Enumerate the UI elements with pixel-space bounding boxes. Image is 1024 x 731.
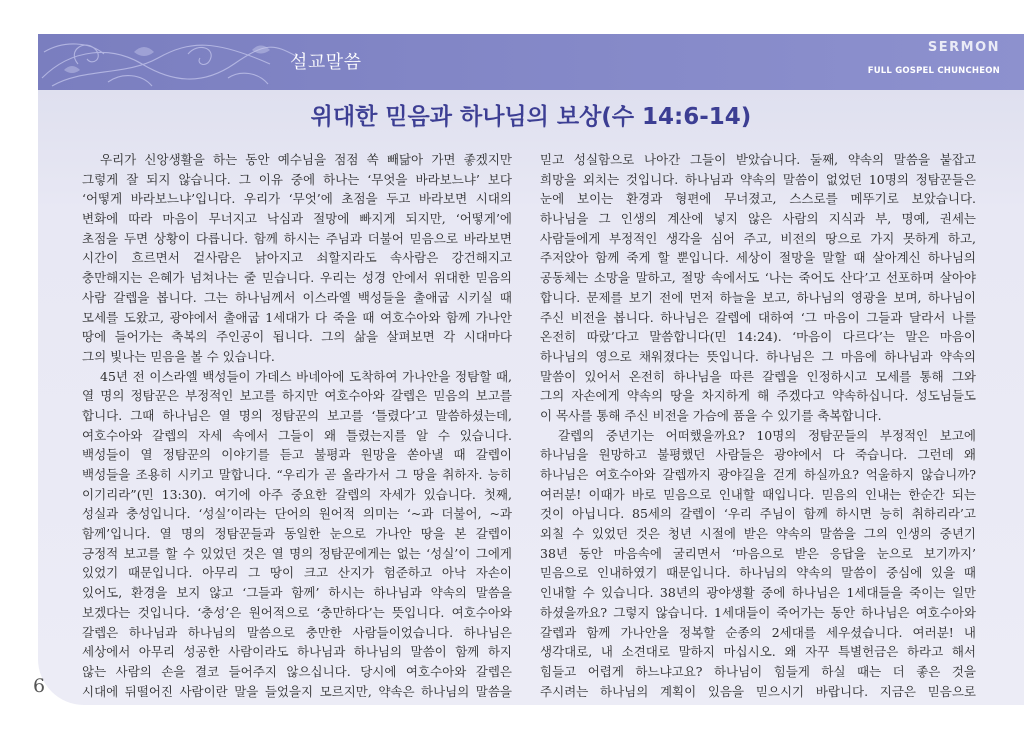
text-line: 함께’입니다. 열 명의 정탐꾼들과 동일한 눈으로 가나안 땅을 본 갈렙이 xyxy=(82,526,512,542)
text-line: 그렇게 잘 되지 않습니다. 그 이유 중에 하나는 ‘무엇을 바라보느냐’ 보다 xyxy=(82,171,512,187)
text-line: 땅에 들어가는 축복의 주인공이 됩니다. 그의 삶을 살펴보면 각 시대마다 xyxy=(82,329,512,345)
text-line: 이 목사를 통해 주신 비전을 가슴에 품을 수 있기를 축복합니다. xyxy=(540,407,882,423)
text-line: 눈에 보이는 환경과 형편에 무너졌고, 스스로를 메뚜기로 보았습니다. xyxy=(540,191,976,207)
text-line: 여러분! 이때가 바로 믿음으로 인내할 때입니다. 믿음의 인내는 한순간 되는 xyxy=(540,486,976,502)
text-line: 사람들에게 부정적인 생각을 심어 주고, 비전의 땅으로 가지 못하게 하고, xyxy=(540,230,976,246)
text-column-left xyxy=(82,150,512,701)
text-line: 모세를 도왔고, 광야에서 출애굽 1세대가 다 죽을 때 여호수아와 함께 가나안 xyxy=(82,309,512,325)
text-line: 그의 자손에게 약속의 땅을 차지하게 해 주겠다고 약속하십니다. 성도님들도 xyxy=(540,388,976,404)
text-line: 세상에서 아무리 성공한 사람이라도 하나님과 하나님의 말씀이 함께 하지 xyxy=(82,644,512,660)
text-line: 사람 갈렙을 봅니다. 그는 하나님께서 이스라엘 백성들을 출애굽 시키실 때 xyxy=(82,289,512,305)
text-line: 합니다. 문제를 보기 전에 먼저 하늘을 보고, 하나님의 영광을 보며, 하나님이 xyxy=(540,289,976,305)
page-number: 6 xyxy=(33,675,46,697)
text-line: 주저앉아 함께 죽게 할 뿐입니다. 세상이 절망을 말할 때 살아계신 하나님의 xyxy=(540,250,976,266)
text-line: 주신 비전을 봅니다. 하나님은 갈렙에 대하여 ‘그 마음이 그들과 달라서 나를 xyxy=(540,309,976,325)
flourish-ornament xyxy=(38,34,298,90)
text-line: 힘들고 어렵게 하느냐고요? 하나님이 힘들게 하실 때는 더 좋은 것을 xyxy=(540,663,976,679)
text-line: 이기리라”(민 13:30). 여기에 아주 중요한 갈렙의 자세가 있습니다. 첫째, xyxy=(82,486,512,502)
text-line: 갈렙은 하나님과 하나님의 말씀으로 충만한 사람들이었습니다. 하나님은 xyxy=(82,624,512,640)
text-line: 말씀이 있어서 온전히 하나님을 따른 갈렙을 인정하시고 모세를 통해 그와 xyxy=(540,368,976,384)
text-line: 믿음으로 인내하였기 때문입니다. 하나님의 약속의 말씀이 중심에 있을 때 xyxy=(540,565,976,581)
brand-subtitle: FULL GOSPEL CHUNCHEON xyxy=(867,66,1000,76)
text-line: 있었기 때문입니다. 아무리 그 땅이 크고 산지가 험준하고 아낙 자손이 xyxy=(82,565,512,581)
text-line: 충만해지는 은혜가 넘쳐나는 줄 믿습니다. 우리는 성경 안에서 위대한 믿음의 xyxy=(82,270,512,286)
text-line: 변화에 따라 마음이 무너지고 낙심과 절망에 빠지게 되지만, ‘어떻게’에 xyxy=(82,211,512,227)
text-line: 생각대로, 내 소견대로 말하지 마십시오. 왜 자꾸 특별헌금은 하라고 해서 xyxy=(540,644,976,660)
text-line: 주시려는 하나님의 계획이 있음을 믿으시기 바랍니다. 지금은 믿음으로 xyxy=(540,683,976,699)
text-line: 하나님은 여호수아와 갈렙까지 광야길을 걷게 하실까요? 억울하지 않습니까? xyxy=(540,467,976,482)
text-line: 긍정적 보고를 할 수 있었던 것은 열 명의 정탐꾼에게는 없는 ‘성실’이 그에게 xyxy=(82,545,512,561)
article-title: 위대한 믿음과 하나님의 보상(수 14:6-14) xyxy=(310,104,752,130)
header-banner xyxy=(38,34,1024,90)
text-line: 하나님을 원망하고 불평했던 사람들은 광야에서 다 죽습니다. 그런데 왜 xyxy=(540,447,976,463)
text-line: 갈렙의 중년기는 어떠했을까요? 10명의 정탐꾼들의 부정적인 보고에 xyxy=(558,427,976,443)
text-line: 않는 사람의 손을 결코 들어주지 않으십니다. 당시에 여호수아와 갈렙은 xyxy=(82,663,512,679)
text-line: 여호수아와 갈렙의 자세 속에서 그들이 왜 틀렸는지를 알 수 있습니다. xyxy=(82,427,512,443)
text-line: 열 명의 정탐꾼은 부정적인 보고를 하지만 여호수아와 갈렙은 믿음의 보고를 xyxy=(82,388,512,404)
text-line: 보겠다는 것입니다. ‘충성’은 원어적으로 ‘충만하다’는 뜻입니다. 여호수아와 xyxy=(82,604,512,620)
brand-title: SERMON xyxy=(927,40,1000,55)
text-line: 하나님을 그 인생의 계산에 넣지 않은 사람의 지식과 부, 명예, 권세는 xyxy=(540,211,976,227)
text-line: 38년 동안 마음속에 굴리면서 ‘마음으로 받은 응답을 눈으로 보기까지’ xyxy=(540,545,976,561)
text-line: 성실과 충성입니다. ‘성실’이라는 단어의 원어적 의미는 ‘~과 더불어, ~과 xyxy=(82,506,512,522)
text-line: ‘어떻게 바라보느냐’입니다. 우리가 ‘무엇’에 초점을 두고 바라보면 시대의 xyxy=(82,191,512,207)
text-line: 있어도, 환경을 보지 않고 ‘그들과 함께’ 하시는 하나님과 약속의 말씀을 xyxy=(82,585,512,601)
text-line: 백성들이 열 정탐꾼의 이야기를 듣고 불평과 원망을 쏟아낼 때 갈렙이 xyxy=(82,447,512,463)
text-line: 백성들을 조용히 시키고 말합니다. “우리가 곧 올라가서 그 땅을 취하자. 능히 xyxy=(82,467,512,482)
section-label: 설교말씀 xyxy=(290,52,362,73)
text-line: 하셨을까요? 그렇지 않습니다. 1세대들이 죽어가는 동안 하나님은 여호수아와 xyxy=(540,604,976,620)
text-line: 공동체는 소망을 말하고, 절망 속에서도 ‘나는 죽어도 산다’고 선포하며 살아야 xyxy=(540,270,976,286)
text-line: 합니다. 그때 하나님은 열 명의 정탐꾼의 보고를 ‘틀렸다’고 말씀하셨는데, xyxy=(82,407,512,423)
text-line: 인내할 수 있습니다. 38년의 광야생활 중에 하나님은 1세대들을 죽이는 일만 xyxy=(540,585,976,601)
text-line: 하나님의 영으로 채워졌다는 뜻입니다. 하나님은 그 마음에 하나님과 약속의 xyxy=(540,348,976,364)
text-line: 그의 빛나는 믿음을 볼 수 있습니다. xyxy=(82,348,275,364)
text-line: 믿고 성실함으로 나아간 그들이 받았습니다. 둘째, 약속의 말씀을 붙잡고 xyxy=(540,152,976,167)
text-line: 갈렙과 함께 가나안을 정복할 순종의 2세대를 세우셨습니다. 여러분! 내 xyxy=(540,624,976,640)
text-line: 시대에 뒤떨어진 사람이란 말을 들었을지 모르지만, 약속은 하나님의 말씀을 xyxy=(82,683,512,699)
text-line: 외칠 수 있었던 것은 청년 시절에 받은 약속의 말씀을 그의 인생의 중년기 xyxy=(540,526,976,542)
text-line: 우리가 신앙생활을 하는 동안 예수님을 점점 쏙 빼닮아 가면 좋겠지만 xyxy=(100,152,512,167)
text-column-right xyxy=(540,150,976,701)
text-line: 시간이 흐르면서 겉사람은 낡아지고 쇠할지라도 속사람은 강건해지고 xyxy=(82,250,512,266)
text-line: 초점을 두면 상황이 다릅니다. 함께 하시는 주님과 더불어 믿음으로 바라보면 xyxy=(82,230,512,246)
text-line: 45년 전 이스라엘 백성들이 가데스 바네아에 도착하여 가나안을 정탐할 때, xyxy=(100,368,512,384)
text-line: 온전히 따랐’다고 말씀합니다(민 14:24). ‘마음이 다르다’는 말은 마음이 xyxy=(540,329,976,345)
text-line: 것이 아닙니다. 85세의 갈렙이 ‘우리 주님이 함께 하시면 능히 취하리라’고 xyxy=(540,506,976,522)
text-line: 희망을 외치는 것입니다. 하나님과 약속의 말씀이 없었던 10명의 정탐꾼들은 xyxy=(540,171,976,187)
